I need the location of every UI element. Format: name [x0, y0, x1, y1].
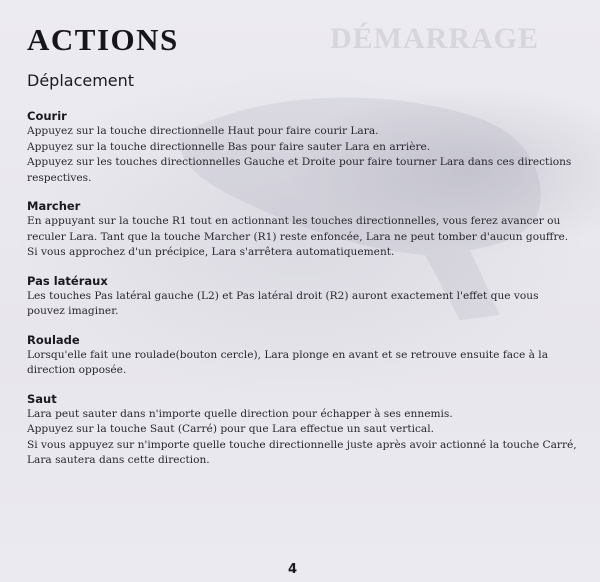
section-heading: Pas latéraux: [27, 273, 108, 288]
section-heading: Marcher: [27, 199, 81, 213]
page-number: 4: [288, 562, 298, 577]
section-text-line: Les touches Pas latéral gauche (L2) et Pas latéral droit (R2) auront exactement l'effet que vous pouvez imaginer.: [27, 289, 539, 317]
section-text-line: Lorsqu'elle fait une roulade(bouton cercle), Lara plonge en avant et se retrouve ensuite face à la direction opposée.: [27, 348, 549, 376]
section-subtitle: Déplacement: [27, 71, 135, 90]
section-text-line: Appuyez sur la touche directionnelle Haut pour faire courir Lara.: [27, 125, 379, 137]
background-watermark: DÉMARRAGE: [330, 22, 539, 55]
section-heading: Courir: [27, 109, 67, 123]
section-text-line: En appuyant sur la touche R1 tout en actionnant les touches directionnelles, vous ferez avancer ou reculer Lara. Tant que la touche Marcher (R1) reste enfoncée, Lara ne peut tomber d'aucun gouffre. Si vous approchez d'un précipice, Lara s'arrêtera automatiquement.: [27, 215, 569, 258]
section-courir: [27, 108, 577, 186]
page-title: ACTIONS: [27, 22, 179, 57]
section-text-line: Appuyez sur les touches directionnelles Gauche et Droite pour faire tourner Lara dans ces directions respectives.: [27, 156, 572, 184]
section-text-line: Appuyez sur la touche Saut (Carré) pour que Lara effectue un saut vertical.: [27, 423, 434, 435]
section-saut: [27, 391, 577, 469]
section-marcher: [27, 198, 577, 261]
content-body: [27, 108, 577, 481]
section-heading: Saut: [27, 391, 57, 406]
section-heading: Roulade: [27, 332, 80, 347]
section-pas-lateraux: [27, 273, 577, 320]
section-roulade: [27, 332, 577, 379]
section-text-line: Appuyez sur la touche directionnelle Bas pour faire sauter Lara en arrière.: [27, 140, 431, 153]
section-text-line: Si vous appuyez sur n'importe quelle touche directionnelle juste après avoir actionné la touche Carré, Lara sautera dans cette direction.: [27, 438, 577, 466]
section-text-line: Lara peut sauter dans n'importe quelle direction pour échapper à ses ennemis.: [27, 407, 453, 420]
